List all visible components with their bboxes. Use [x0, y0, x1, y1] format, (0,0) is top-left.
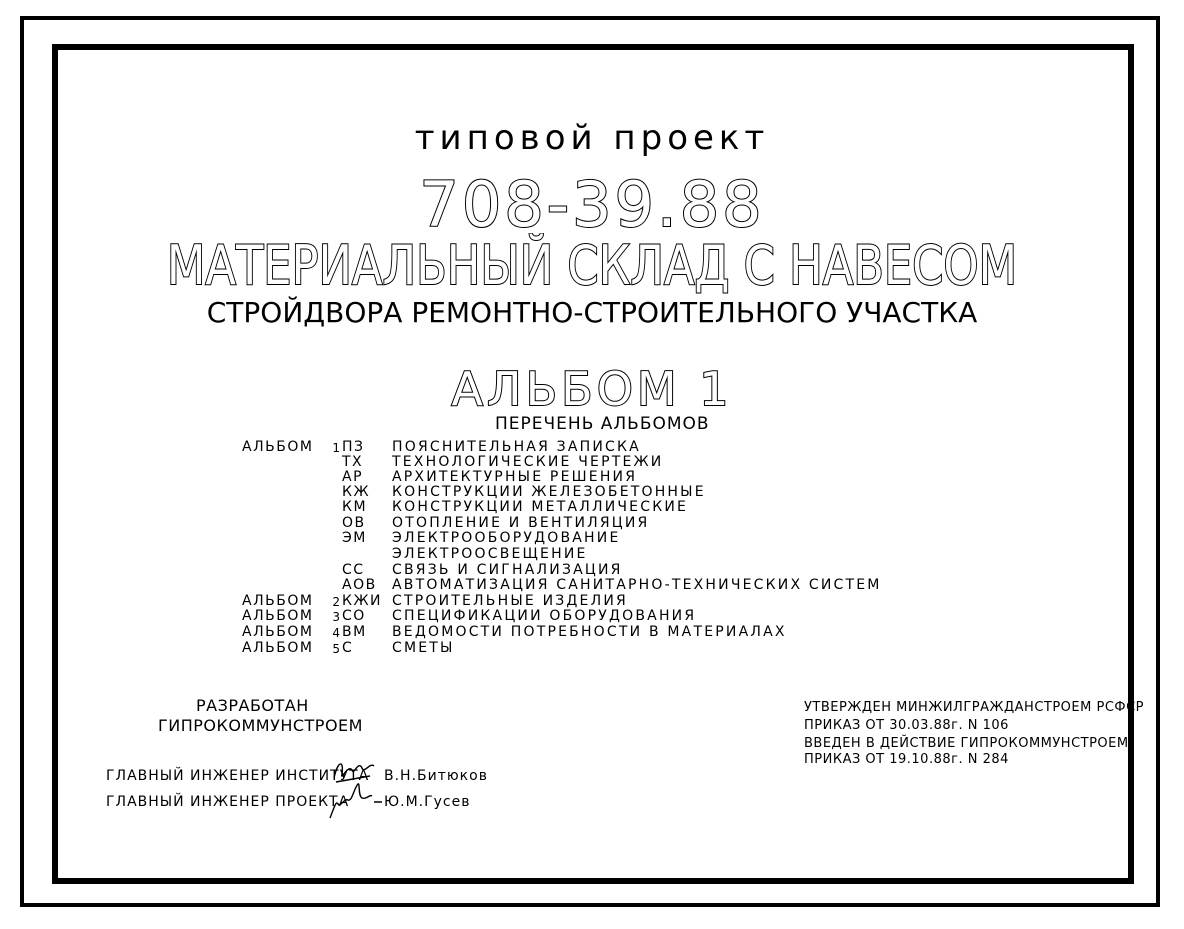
album-row-code: С — [342, 640, 354, 656]
album-row-code: КЖ — [342, 484, 371, 500]
developer-org: ГИПРОКОММУНСТРОЕМ — [158, 716, 363, 735]
album-row-label: АЛЬБОМ — [242, 608, 314, 624]
album-row-num: 4 — [332, 626, 342, 640]
approval-line-3: ВВЕДЕН В ДЕЙСТВИЕ ГИПРОКОММУНСТРОЕМ — [804, 736, 1129, 751]
chief-engineer-project-name: Ю.М.Гусев — [384, 794, 471, 810]
project-title: МАТЕРИАЛЬНЫЙ СКЛАД С НАВЕСОМ — [166, 234, 1018, 297]
project-kind: типовой проект — [414, 118, 770, 158]
chief-engineer-institute-name: В.Н.Битюков — [384, 768, 488, 784]
album-row-num: 3 — [332, 610, 342, 624]
album-row-title: КОНСТРУКЦИИ МЕТАЛЛИЧЕСКИЕ — [392, 499, 689, 515]
approval-line-1: УТВЕРЖДЕН МИНЖИЛГРАЖДАНСТРОЕМ РСФСР — [804, 700, 1144, 715]
album-row-num: 2 — [332, 595, 342, 609]
album-row-code: КМ — [342, 499, 368, 515]
album-row-title: ВЕДОМОСТИ ПОТРЕБНОСТИ В МАТЕРИАЛАХ — [392, 624, 787, 640]
approval-line-4: ПРИКАЗ ОТ 19.10.88г. N 284 — [804, 752, 1009, 767]
album-row-code: ПЗ — [342, 439, 365, 455]
album-row-title: СТРОИТЕЛЬНЫЕ ИЗДЕЛИЯ — [392, 593, 628, 609]
album-row-title: ОТОПЛЕНИЕ И ВЕНТИЛЯЦИЯ — [392, 515, 650, 531]
album-row-code: ОВ — [342, 515, 366, 531]
album-row-title: ЭЛЕКТРООБОРУДОВАНИЕ — [392, 530, 621, 546]
album-row-title: ПОЯСНИТЕЛЬНАЯ ЗАПИСКА — [392, 439, 641, 455]
album-row-code: ВМ — [342, 624, 367, 640]
signature-scribble-2 — [324, 778, 384, 822]
approval-line-2: ПРИКАЗ ОТ 30.03.88г. N 106 — [804, 718, 1009, 733]
album-row-num: 5 — [332, 642, 342, 656]
album-row-code: ЭМ — [342, 530, 367, 546]
album-row-title: СПЕЦИФИКАЦИИ ОБОРУДОВАНИЯ — [392, 608, 697, 624]
album-row-num: 1 — [332, 441, 342, 455]
chief-engineer-project-role: ГЛАВНЫЙ ИНЖЕНЕР ПРОЕКТА — [106, 794, 350, 810]
album-row-title: ТЕХНОЛОГИЧЕСКИЕ ЧЕРТЕЖИ — [392, 454, 664, 470]
album-row-code: ТХ — [342, 454, 364, 470]
album-title: АЛЬБОМ 1 — [451, 362, 733, 416]
album-row-title: ЭЛЕКТРООСВЕЩЕНИЕ — [392, 546, 588, 562]
album-row-label: АЛЬБОМ — [242, 640, 314, 656]
album-row-title: АРХИТЕКТУРНЫЕ РЕШЕНИЯ — [392, 469, 638, 485]
album-row-code: КЖИ — [342, 593, 382, 609]
album-list-heading: ПЕРЕЧЕНЬ АЛЬБОМОВ — [495, 414, 710, 434]
chief-engineer-institute-role: ГЛАВНЫЙ ИНЖЕНЕР ИНСТИТУТА — [106, 768, 370, 784]
project-number: 708-39.88 — [419, 168, 765, 241]
album-row-title: СМЕТЫ — [392, 640, 455, 656]
album-row-label: АЛЬБОМ — [242, 624, 314, 640]
album-row-label: АЛЬБОМ — [242, 593, 314, 609]
album-row-code: СС — [342, 562, 365, 578]
album-row-code: СО — [342, 608, 366, 624]
album-row-title: СВЯЗЬ И СИГНАЛИЗАЦИЯ — [392, 562, 623, 578]
project-subtitle: СТРОЙДВОРА РЕМОНТНО-СТРОИТЕЛЬНОГО УЧАСТКА — [206, 296, 978, 329]
album-row-title: КОНСТРУКЦИИ ЖЕЛЕЗОБЕТОННЫЕ — [392, 484, 706, 500]
album-row-code: АОВ — [342, 577, 377, 593]
album-row-title: АВТОМАТИЗАЦИЯ САНИТАРНО-ТЕХНИЧЕСКИХ СИСТЕМ — [392, 577, 882, 593]
album-row-label: АЛЬБОМ — [242, 439, 314, 455]
album-row-code: АР — [342, 469, 364, 485]
developer-label: РАЗРАБОТАН — [196, 696, 309, 715]
